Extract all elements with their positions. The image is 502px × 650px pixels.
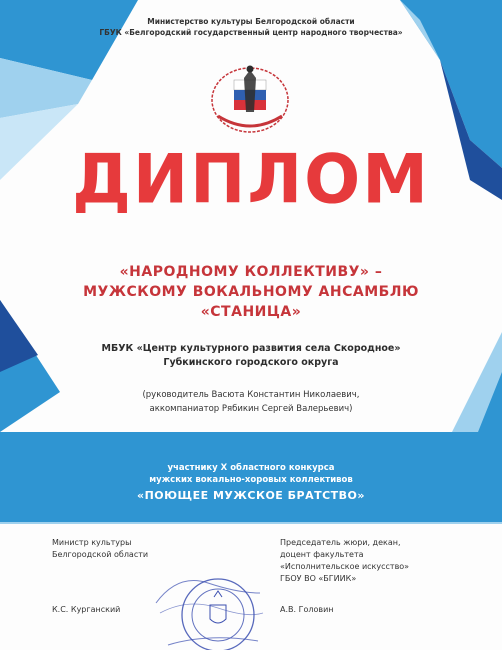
honoree-line-3: «СТАНИЦА» — [200, 304, 302, 320]
left-title-line-2: Белгородской области — [52, 550, 149, 559]
issuer-header — [0, 16, 502, 38]
organization-block — [0, 342, 502, 370]
diploma-title: ДИПЛОМ — [72, 140, 430, 219]
honoree-line-1: «НАРОДНОМУ КОЛЛЕКТИВУ» – — [119, 264, 383, 280]
honoree-line-2: МУЖСКОМУ ВОКАЛЬНОМУ АНСАМБЛЮ — [83, 284, 419, 300]
organization-line-2: Губкинского городского округа — [163, 357, 339, 368]
contest-line-2: мужских вокально-хоровых коллективов — [149, 475, 353, 485]
left-title-line-1: Министр культуры — [52, 538, 132, 547]
leader-line: (руководитель Васюта Константин Николаевич, — [142, 390, 360, 400]
organization-line-1: МБУК «Центр культурного развития села Скородное» — [101, 343, 401, 354]
honoree-block — [0, 262, 502, 322]
right-title-line-4: ГБОУ ВО «БГИИК» — [280, 574, 357, 583]
official-seal-stamp — [148, 553, 268, 650]
ministry-line: Министерство культуры Белгородской области — [147, 17, 355, 26]
contest-name: «ПОЮЩЕЕ МУЖСКОЕ БРАТСТВО» — [136, 489, 366, 502]
center-line: ГБУК «Белгородский государственный центр народного творчества» — [99, 28, 403, 37]
left-signatory-title — [52, 537, 148, 561]
accompanist-line: аккомпаниатор Рябикин Сергей Валерьевич) — [149, 404, 353, 414]
contest-block — [0, 462, 502, 506]
right-signatory-name: А.В. Головин — [280, 605, 334, 614]
right-title-line-2: доцент факультета — [280, 550, 364, 559]
festival-emblem-icon — [204, 60, 296, 140]
right-title-line-3: «Исполнительское искусство» — [280, 562, 410, 571]
leaders-block — [0, 388, 502, 416]
right-signatory-title — [280, 537, 409, 585]
right-title-line-1: Председатель жюри, декан, — [280, 538, 401, 547]
contest-line-1: участнику X областного конкурса — [167, 463, 335, 473]
left-signatory-name: К.С. Курганский — [52, 605, 121, 614]
